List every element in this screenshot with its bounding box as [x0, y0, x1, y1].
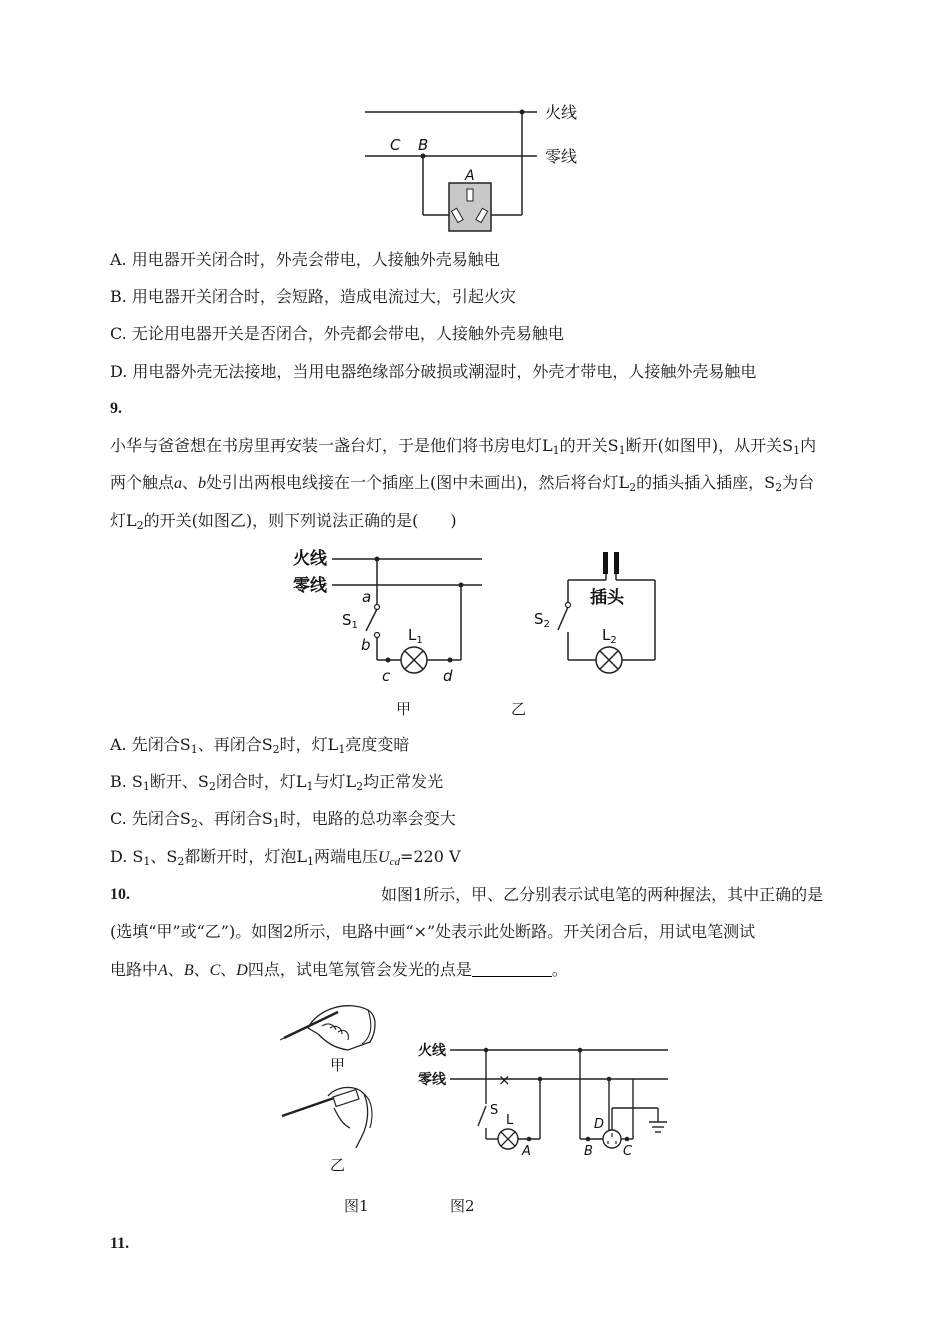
- jia-neutral-label: 零线: [293, 576, 327, 596]
- q9-option-d: D. $S_1$、$S_2$都断开时，灯泡$L_1$两端电压$U_{cd}=220$ V: [110, 847, 461, 868]
- fig2-d-label: D: [594, 1117, 605, 1132]
- fig2-live-label: 火线: [418, 1043, 446, 1059]
- fig1-jia-label: 甲: [330, 1056, 346, 1074]
- q9-stem-line1: 小华与爸爸想在书房里再安装一盏台灯，于是他们将书房电灯$L_1$的开关$S_1$断开(如图甲)，从开关$S_1$内: [110, 436, 817, 457]
- q8-option-d: D. 用电器外壳无法接地，当用电器绝缘部分破损或潮湿时，外壳才带电，人接触外壳易触电: [110, 362, 757, 381]
- fig-yi-caption: 乙: [511, 700, 527, 718]
- fig2-l-label: L: [506, 1113, 514, 1128]
- jia-c-label: c: [382, 667, 391, 685]
- fig-jia-circuit: [290, 545, 490, 690]
- jia-d-label: d: [443, 667, 453, 685]
- q8-option-c: C. 无论用电器开关是否闭合，外壳都会带电，人接触外壳易触电: [110, 324, 564, 343]
- jia-l1-label: $L_1$: [408, 626, 423, 646]
- q9-option-b: B. $S_1$断开、$S_2$闭合时，灯$L_1$与灯$L_2$均正常发光: [110, 772, 444, 793]
- socket-wiring-figure: [355, 92, 595, 237]
- fig1-caption: 图1: [344, 1197, 369, 1215]
- fig-jia-caption: 甲: [396, 700, 412, 718]
- q10-number: 10.: [110, 886, 130, 903]
- fig2-circuit: [418, 1038, 673, 1163]
- point-b-label: B: [418, 136, 429, 154]
- grip-jia-hand: [280, 1006, 375, 1050]
- fig2-a-label: A: [522, 1144, 531, 1159]
- point-c-label: C: [390, 136, 401, 154]
- grip-yi-hand: [282, 1087, 372, 1148]
- q9-stem-line2: 两个触点a、b处引出两根电线接在一个插座上(图中未画出)，然后将台灯$L_2$的插头插入插座，$S_2$为台: [110, 473, 815, 494]
- live-wire-label: 火线: [545, 103, 578, 122]
- q10-stem-line2: (选填“甲”或“乙”)。如图2所示，电路中画“×”处表示此处断路。开关闭合后，用试电笔测试: [110, 922, 756, 941]
- fig2-b-label: B: [584, 1144, 593, 1159]
- q10-stem-line1: 如图1所示，甲、乙分别表示试电笔的两种握法，其中正确的是: [381, 885, 824, 904]
- fig2-caption: 图2: [450, 1197, 475, 1215]
- q9-option-a: A. 先闭合$S_1$、再闭合$S_2$时，灯$L_1$亮度变暗: [110, 735, 410, 756]
- neutral-wire-label: 零线: [545, 147, 578, 166]
- jia-b-label: b: [361, 636, 371, 654]
- q8-option-a: A. 用电器开关闭合时，外壳会带电，人接触外壳易触电: [110, 250, 500, 269]
- yi-l2-label: $L_2$: [602, 626, 617, 646]
- fig2-break-mark: ×: [498, 1071, 511, 1089]
- q11-number: 11.: [110, 1235, 130, 1252]
- point-a-label: A: [465, 168, 475, 184]
- fig1-pen-grips: [278, 998, 388, 1178]
- fig2-s-label: S: [490, 1103, 499, 1118]
- jia-a-label: a: [362, 588, 372, 606]
- jia-live-label: 火线: [293, 549, 327, 569]
- fig2-c-label: C: [623, 1144, 633, 1159]
- q9-number: 9.: [110, 400, 122, 417]
- q10-answer-blank[interactable]: [472, 960, 552, 977]
- q10-stem-line3: 电路中A、B、C、D四点，试电笔氖管会发光的点是 。: [110, 960, 568, 979]
- yi-s2-label: $S_2$: [534, 610, 550, 630]
- jia-s1-label: $S_1$: [342, 611, 358, 631]
- q9-stem-line3: 灯$L_2$的开关(如图乙)，则下列说法正确的是( ): [110, 511, 457, 532]
- q8-option-b: B. 用电器开关闭合时，会短路，造成电流过大，引起火灾: [110, 287, 516, 306]
- fig1-yi-label: 乙: [330, 1156, 346, 1174]
- fig2-neutral-label: 零线: [418, 1072, 446, 1088]
- q9-option-c: C. 先闭合$S_2$、再闭合$S_1$时，电路的总功率会变大: [110, 809, 456, 830]
- yi-plug-label: 插头: [590, 588, 624, 608]
- fig-yi-circuit: [530, 548, 665, 683]
